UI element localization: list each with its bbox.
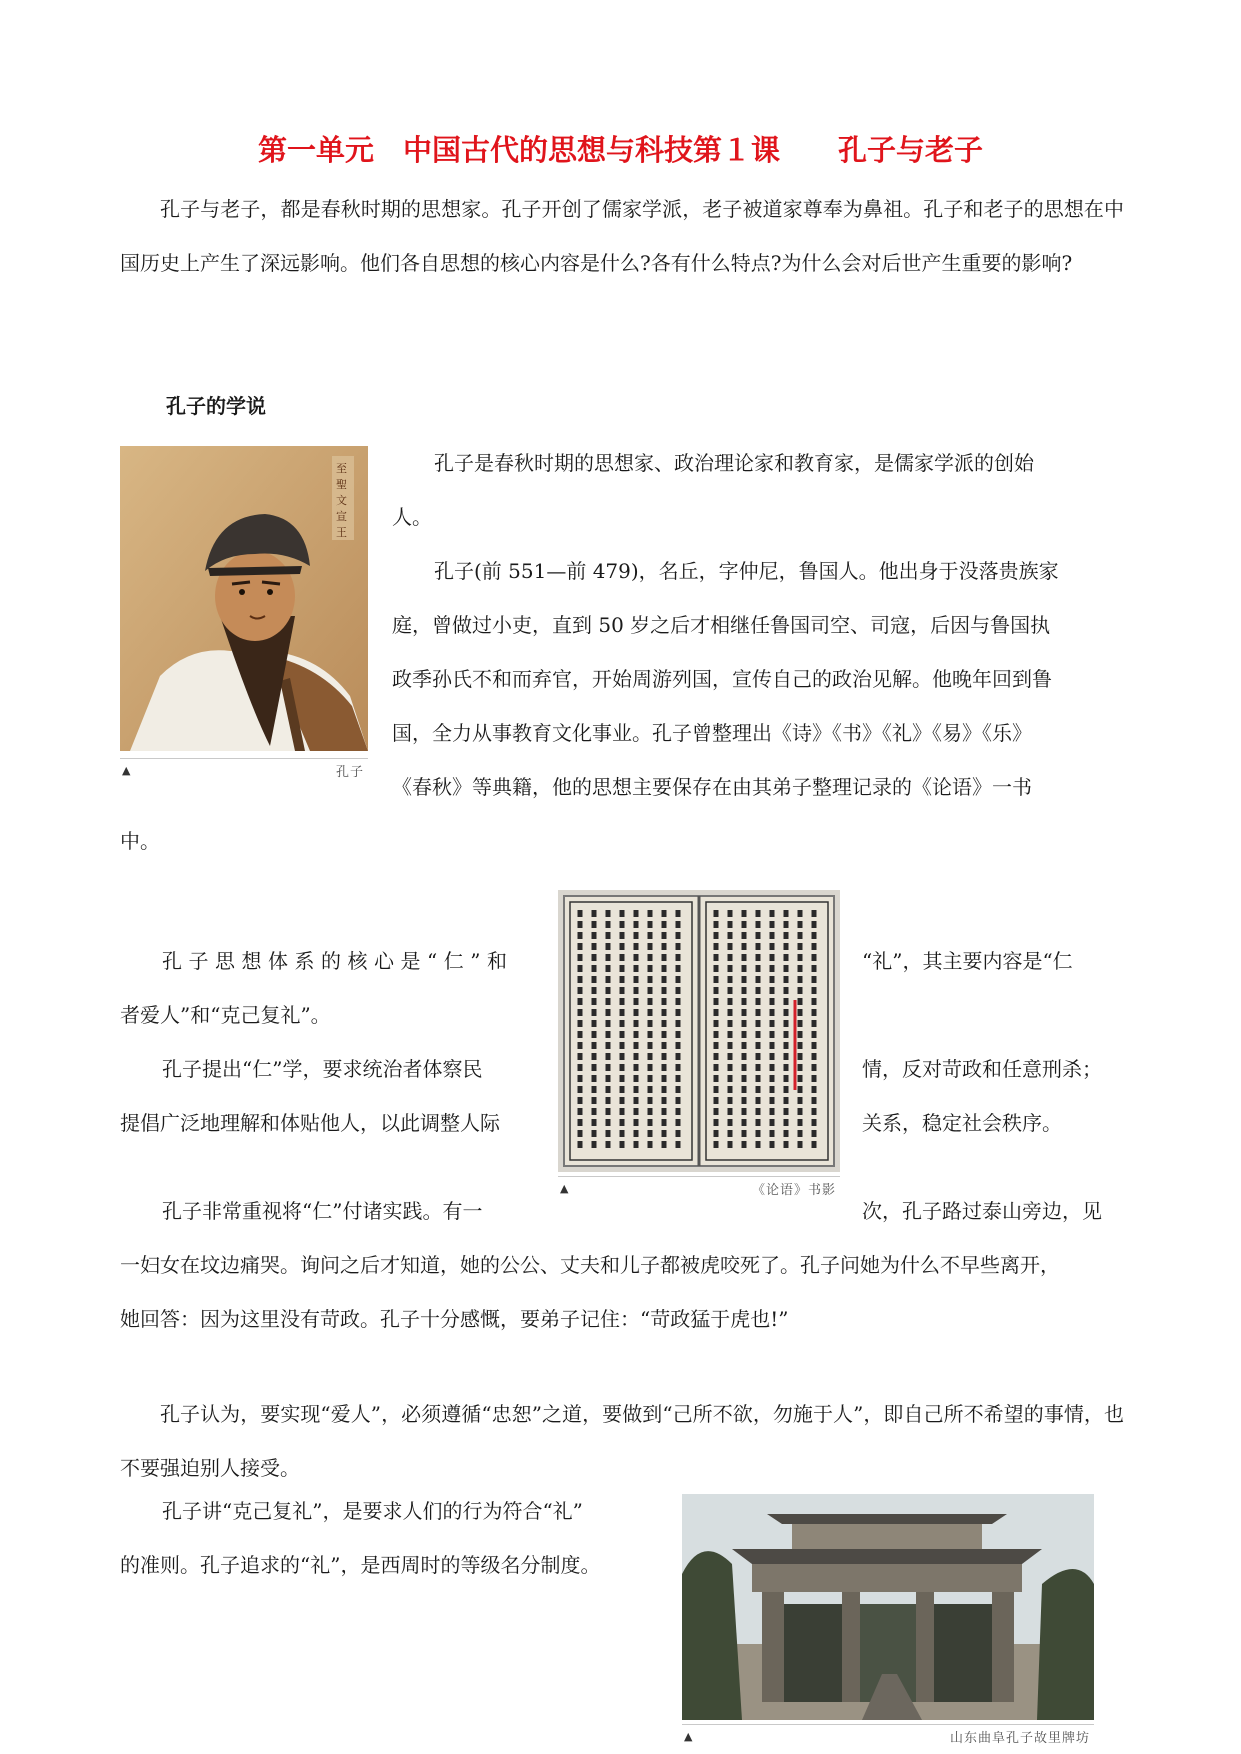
bio-line: 国，全力从事教育文化事业。孔子曾整理出《诗》《书》《礼》《易》《乐》 xyxy=(392,721,1032,745)
confucius-portrait-image xyxy=(120,446,368,751)
keji-line: 孔子讲“克己复礼”，是要求人们的行为符合“礼” xyxy=(162,1499,583,1523)
tiger-line: 次，孔子路过泰山旁边，见 xyxy=(862,1199,1102,1223)
qufu-gate-figure xyxy=(682,1494,1094,1750)
confucius-portrait-figure xyxy=(120,446,368,782)
analects-book-figure xyxy=(558,890,840,1200)
book-caption-bar xyxy=(558,1176,840,1199)
qufu-gate-image xyxy=(682,1494,1094,1720)
intro-paragraph xyxy=(120,182,1124,290)
tiger-line: 孔子非常重视将“仁”付诸实践。有一 xyxy=(162,1199,483,1223)
intro-text: 孔子与老子，都是春秋时期的思想家。孔子开创了儒家学派，老子被道家尊奉为鼻祖。孔子和老子的思想在中国历史上产生了深远影响。他们各自思想的核心内容是什么?各有什么特点?为什么会对后世产生重要的影响? xyxy=(120,197,1124,275)
zhongshu-text: 孔子认为，要实现“爱人”，必须遵循“忠恕”之道，要做到“己所不欲，勿施于人”，即自己所不希望的事情，也不要强迫别人接受。 xyxy=(120,1402,1124,1480)
svg-text:王: 王 xyxy=(336,526,347,539)
ren-line: 情，反对苛政和任意刑杀； xyxy=(862,1057,1102,1081)
lesson-title: 第一单元 中国古代的思想与科技第１课 孔子与老子 xyxy=(257,133,983,167)
ren-line: 关系，稳定社会秩序。 xyxy=(862,1111,1062,1135)
gate-caption-bar xyxy=(682,1724,1094,1747)
zhongshu-paragraph xyxy=(120,1387,1124,1495)
caption-marker-icon: ▲ xyxy=(560,1181,569,1195)
ren-line: 孔子思想体系的核心是“仁”和 xyxy=(162,949,514,973)
portrait-caption-bar xyxy=(120,758,368,781)
bio-line: 孔子是春秋时期的思想家、政治理论家和教育家，是儒家学派的创始 xyxy=(434,451,1034,475)
bio-line: 人。 xyxy=(392,505,432,529)
book-caption: 《论语》书影 xyxy=(751,1182,836,1198)
ren-line: “礼”，其主要内容是“仁 xyxy=(862,949,1073,973)
portrait-caption: 孔子 xyxy=(335,764,364,780)
bio-line: 庭，曾做过小吏，直到 50 岁之后才相继任鲁国司空、司寇，后因与鲁国执 xyxy=(392,613,1051,637)
bio-line: 孔子(前 551—前 479)，名丘，字仲尼，鲁国人。他出身于没落贵族家 xyxy=(434,559,1059,583)
bio-line: 中。 xyxy=(120,829,160,853)
gate-caption: 山东曲阜孔子故里牌坊 xyxy=(949,1730,1090,1746)
svg-text:聖: 聖 xyxy=(336,478,347,491)
bio-line: 《春秋》等典籍，他的思想主要保存在由其弟子整理记录的《论语》一书 xyxy=(392,775,1032,799)
ren-line: 孔子提出“仁”学，要求统治者体察民 xyxy=(162,1057,483,1081)
bio-line: 政季孙氏不和而弃官，开始周游列国，宣传自己的政治见解。他晚年回到鲁 xyxy=(392,667,1052,691)
svg-text:宣: 宣 xyxy=(336,510,347,523)
caption-marker-icon: ▲ xyxy=(122,763,131,777)
keji-line: 的准则。孔子追求的“礼”，是西周时的等级名分制度。 xyxy=(120,1553,601,1577)
svg-text:至: 至 xyxy=(336,462,347,475)
analects-book-image xyxy=(558,890,840,1172)
ren-line: 提倡广泛地理解和体贴他人，以此调整人际 xyxy=(120,1111,500,1135)
tiger-line: 一妇女在坟边痛哭。询问之后才知道，她的公公、丈夫和儿子都被虎咬死了。孔子问她为什么不早些离开， xyxy=(120,1253,1060,1277)
ren-line: 者爱人”和“克己复礼”。 xyxy=(120,1003,331,1027)
tiger-line: 她回答：因为这里没有苛政。孔子十分感慨，要弟子记住：“苛政猛于虎也!” xyxy=(120,1307,789,1331)
caption-marker-icon: ▲ xyxy=(684,1729,693,1743)
svg-text:文: 文 xyxy=(336,494,347,507)
section-heading: 孔子的学说 xyxy=(166,394,266,418)
